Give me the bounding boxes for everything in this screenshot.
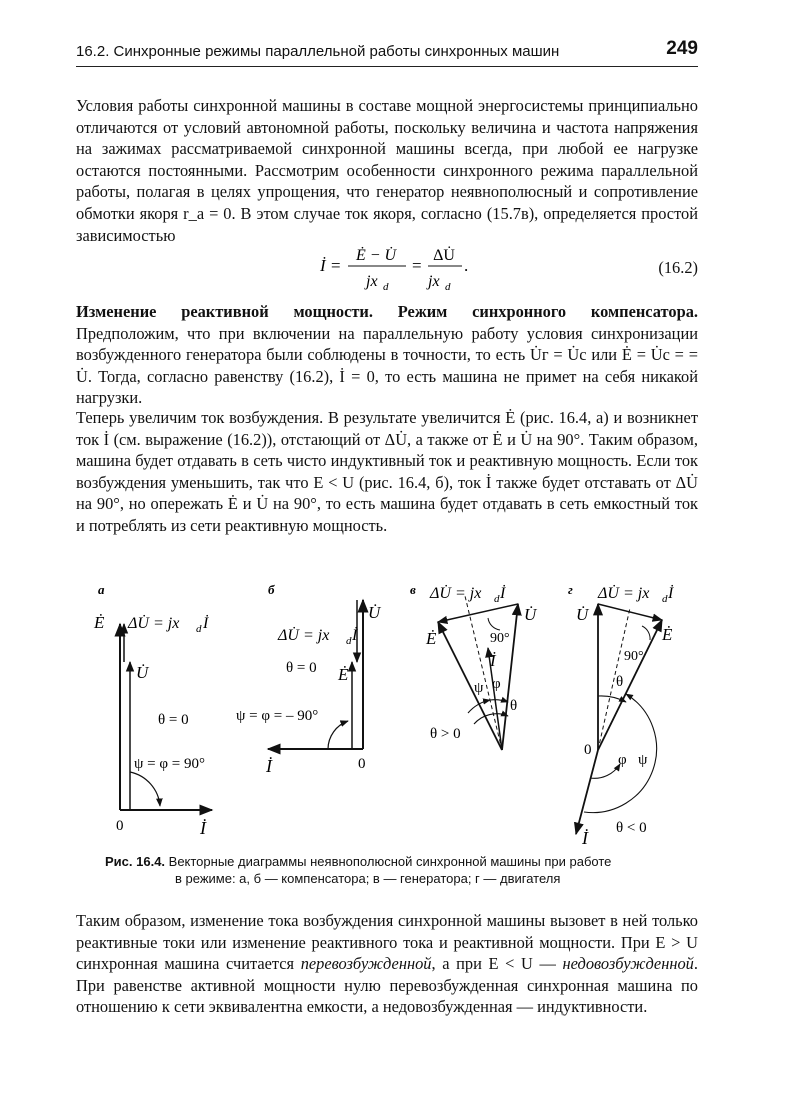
page-number: 249 — [666, 38, 698, 59]
label-zero: 0 — [584, 742, 592, 758]
label-theta-cond: θ > 0 — [430, 726, 461, 742]
label-90: 90° — [624, 649, 644, 664]
label-psi: ψ = φ = – 90° — [236, 708, 319, 724]
label-psi: ψ = φ = 90° — [134, 756, 205, 772]
label-zero: 0 — [116, 818, 124, 834]
right-angle-arc — [642, 626, 650, 640]
equation-16-2 — [76, 244, 698, 294]
paragraph-part: Таким образом, изменение тока возбуждения синхронной машины вызовет в ней только реактивные токи или изменение реактивного тока и реактивной мощности. При E > U синхронная машина считается — [76, 911, 698, 974]
label-dU: ΔU̇ = jx — [128, 615, 180, 632]
angle-arc — [130, 772, 160, 806]
panel-letter: а — [98, 582, 105, 597]
label-theta-cond: θ < 0 — [616, 820, 647, 836]
label-phi: φ — [492, 676, 501, 692]
paragraph-reactive-power — [76, 301, 698, 409]
paragraph-body: Предположим, что при включении на параллельную работу условия синхронизации возбужденного генератора были соблюдены в точности, то есть U̇г = U̇с или Ė = U̇с = = U̇. Тогда, согласно равенству (16.2), İ = 0, то есть машина не примет на себя никакой нагрузки. — [76, 323, 698, 408]
equation-graphic — [76, 244, 698, 294]
dashed-line — [465, 596, 502, 750]
angle-arc-phi — [490, 700, 508, 702]
eq-period: . — [464, 256, 469, 275]
label-90: 90° — [490, 631, 510, 646]
equation-number: (16.2) — [658, 258, 698, 277]
paragraph-conclusion — [76, 910, 698, 1018]
caption-line-1: Векторные диаграммы неявнополюсной синхронной машины при работе — [165, 854, 612, 869]
paragraph-text — [76, 910, 698, 1018]
eq-lhs: İ = — [320, 256, 342, 275]
eq-den1: jx — [366, 273, 378, 290]
label-I: İ — [200, 818, 206, 838]
panel-letter: г — [568, 582, 573, 597]
label-E: Ė — [338, 665, 349, 684]
label-theta: θ — [616, 674, 624, 690]
vector-E — [598, 620, 662, 750]
label-dU-sub: d — [494, 593, 500, 605]
eq-den2-sub: d — [445, 281, 451, 293]
vector-U — [502, 604, 518, 750]
vector-I — [576, 750, 598, 834]
label-dU-sub: d — [346, 635, 352, 647]
vector-dU — [438, 604, 518, 622]
paragraph-excitation — [76, 407, 698, 537]
label-psi: ψ — [638, 752, 648, 768]
label-U: U̇ — [524, 605, 537, 624]
eq-den2: jx — [428, 273, 440, 290]
right-angle-arc — [488, 618, 500, 630]
paragraph-intro — [76, 95, 698, 246]
paragraph-part: . При равенстве активной мощности нулю перевозбужденная синхронная машина по отношению к сети эквивалентна емкости, а недовозбужденная — индуктивности. — [76, 954, 698, 1017]
running-head: 16.2. Синхронные режимы параллельной работы синхронных машин — [76, 43, 560, 60]
panel-b — [236, 582, 382, 776]
label-dU-sub: d — [662, 593, 668, 605]
panel-letter: б — [268, 582, 275, 597]
angle-arc-psi — [468, 700, 490, 713]
label-dU-I: İ — [352, 627, 358, 644]
caption-label: Рис. 16.4. — [105, 854, 166, 869]
dashed-line — [598, 608, 630, 750]
section-heading: Изменение реактивной мощности. Режим синхронного компенсатора. — [76, 302, 698, 321]
label-dU: ΔU̇ = jx — [430, 585, 482, 602]
term-overexcited: перевозбужденной — [300, 954, 432, 974]
paragraph-text: Условия работы синхронной машины в составе мощной энергосистемы принципиально отличаются от условий автономной работы, поскольку величина и частота напряжения на зажимах рассматриваемой синхронной машины всегда, при любой ее нагрузке остаются постоянными. Рассмотрим особенности синхронного режима параллельной работы, полагая в целях упрощения, что генератор неявнополюсный и сопротивление обмотки якоря r_a = 0. В этом случае ток якоря, согласно (15.7в), определяется простой зависимостью — [76, 96, 698, 245]
label-phi: φ — [618, 752, 627, 768]
label-dU: ΔU̇ = jx — [278, 627, 330, 644]
vector-diagrams — [90, 578, 700, 848]
eq-num1: Ė − U̇ — [355, 247, 397, 264]
label-zero: 0 — [358, 756, 366, 772]
label-I: İ — [582, 828, 588, 848]
figure-caption — [105, 853, 695, 887]
label-I: İ — [490, 651, 496, 670]
term-underexcited: недовозбужденной — [562, 954, 694, 974]
page-header — [76, 38, 698, 67]
label-I: İ — [266, 756, 272, 776]
label-dU-I: İ — [500, 585, 506, 602]
label-E: Ė — [94, 613, 105, 632]
label-theta: θ = 0 — [286, 660, 317, 676]
paragraph-text — [76, 301, 698, 409]
eq-den1-sub: d — [383, 281, 389, 293]
panel-d — [568, 582, 674, 848]
label-U: U̇ — [136, 663, 149, 682]
label-U: U̇ — [576, 605, 589, 624]
angle-arc-theta — [474, 714, 508, 724]
label-dU-I: İ — [668, 585, 674, 602]
figure-16-4 — [90, 578, 700, 848]
label-dU-I: İ — [203, 615, 209, 632]
eq-equals: = — [412, 256, 422, 275]
paragraph-text: Теперь увеличим ток возбуждения. В результате увеличится Ė (рис. 16.4, а) и возникнет ток İ (см. выражение (16.2)), отстающий от ΔU̇, а также от Ė и U̇ на 90°. Таким образом, машина будет отдавать в сеть чисто индуктивный ток и реактивную мощность. Если ток возбуждения уменьшить, так что E < U (рис. 16.4, б), ток İ также будет отставать от ΔU̇ на 90°, но опережать Ė и U̇ на 90°, то есть машина будет отдавать в сеть емкостный ток и потреблять из сети реактивную мощность. — [76, 408, 698, 535]
paragraph-part: , а при E < U — — [431, 954, 563, 974]
label-dU-sub: d — [196, 623, 202, 635]
angle-arc — [328, 721, 348, 749]
caption-line-2: в режиме: а, б — компенсатора; в — генератора; г — двигателя — [175, 871, 561, 886]
label-U: U̇ — [368, 603, 381, 622]
panel-c — [410, 582, 538, 750]
label-psi: ψ — [474, 680, 484, 696]
panel-letter: в — [410, 582, 416, 597]
panel-a — [93, 582, 212, 838]
label-theta: θ = 0 — [158, 712, 189, 728]
label-E: Ė — [662, 625, 673, 644]
label-dU: ΔU̇ = jx — [598, 585, 650, 602]
vector-dU — [598, 604, 662, 620]
label-theta: θ — [510, 698, 518, 714]
eq-num2: ΔU̇ — [433, 247, 455, 264]
label-E: Ė — [426, 629, 437, 648]
